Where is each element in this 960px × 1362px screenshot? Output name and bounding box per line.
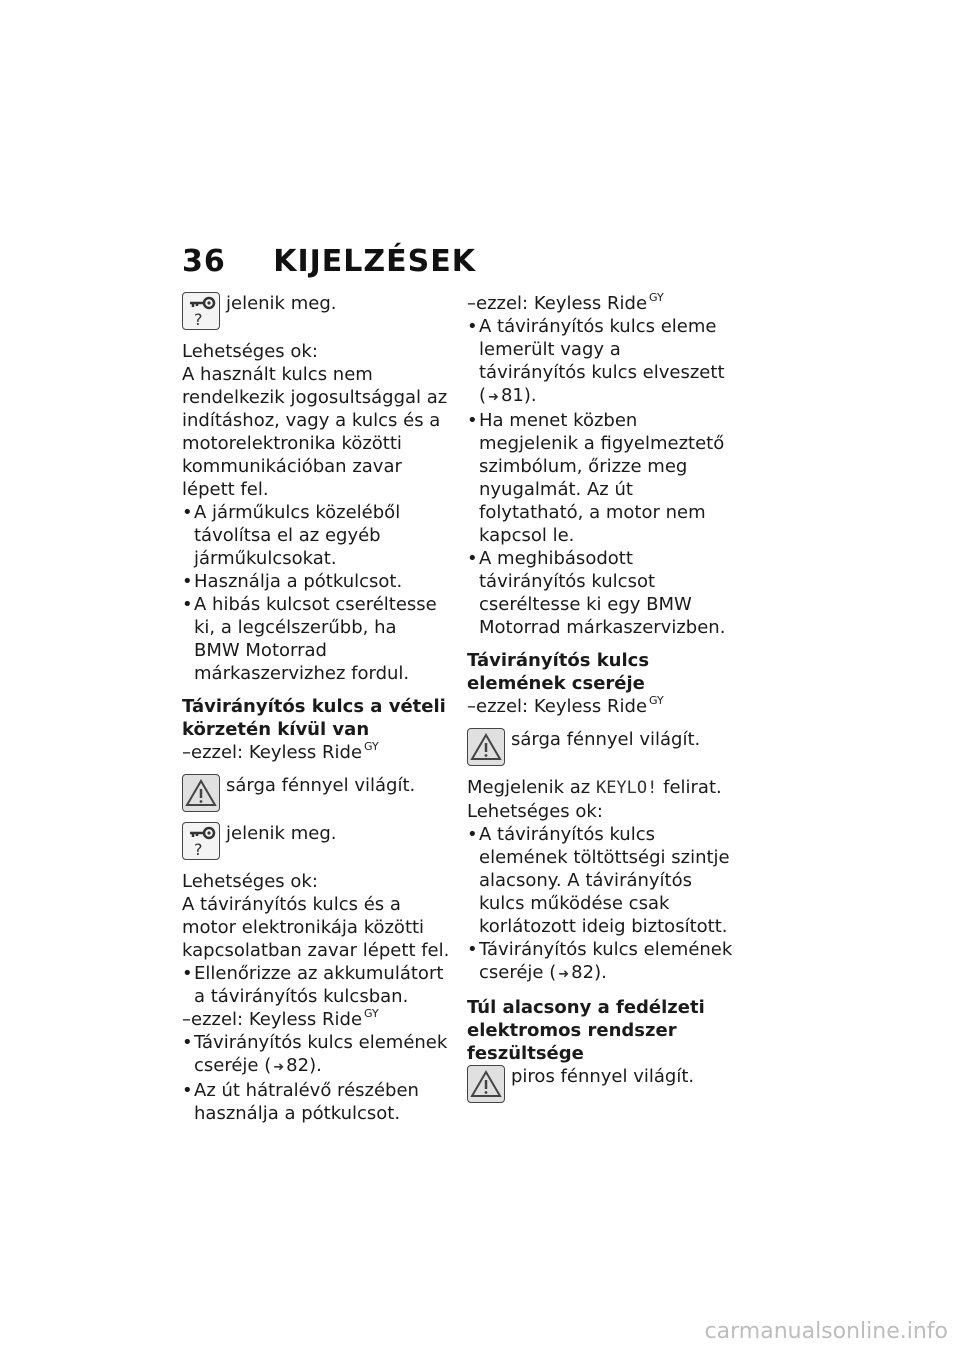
- list-item: • A járműkulcs közeléből távolítsa el az egyéb járműkulcsokat.: [182, 501, 450, 570]
- page-title: KIJELZÉSEK: [273, 244, 476, 279]
- key-question-icon: [182, 822, 220, 860]
- warning-triangle-icon: [467, 1065, 505, 1103]
- context-line: –ezzel: Keyless Ride $^{GY}$: [182, 740, 379, 763]
- cause-label: Lehetséges ok:: [182, 871, 318, 892]
- section-heading-battery: Távirányítós kulcs elemének cseréje: [467, 650, 650, 694]
- key-message-text: jelenik meg.: [226, 823, 337, 844]
- context-line: –ezzel: Keyless Ride $^{GY}$: [467, 291, 664, 314]
- key-message-row: [182, 292, 450, 330]
- cause-text: A távirányítós kulcs és a motor elektronikája közötti kapcsolatban zavar lépett fel.: [182, 894, 450, 961]
- key-message-text: jelenik meg.: [226, 293, 337, 314]
- warning-triangle-icon: [182, 774, 220, 812]
- warning-message-text: sárga fénnyel világít.: [226, 775, 416, 796]
- page-reference[interactable]: 81: [500, 385, 524, 406]
- warning-message-row: [182, 774, 450, 812]
- list-item: • A távirányítós kulcs eleme lemerült vagy a távirányítós kulcs elveszett ( ➜ 81).: [467, 315, 733, 409]
- context-line: –ezzel: Keyless Ride $^{GY}$: [467, 694, 664, 717]
- display-message: Megjelenik az KEYLO! felirat.: [467, 777, 722, 798]
- cause-label: Lehetséges ok:: [467, 801, 603, 822]
- page-header: [182, 244, 476, 279]
- context-line: –ezzel: Keyless Ride $^{GY}$: [182, 1007, 379, 1030]
- svg-text:?: ?: [194, 310, 203, 328]
- watermark: carmanualsonline.info: [704, 1319, 948, 1344]
- list-item: • Ha menet közben megjelenik a figyelmeztető szimbólum, őrizze meg nyugalmát. Az út folytatható, a motor nem kapcsol le.: [467, 409, 733, 547]
- list-item: • Távirányítós kulcs elemének cseréje ( ➜ 82).: [467, 938, 733, 986]
- cause-text: A használt kulcs nem rendelkezik jogosultsággal az indításhoz, vagy a kulcs és a motorelektronika közötti kommunikációban zavar lépett fel.: [182, 364, 448, 500]
- display-code: KEYLO!: [595, 778, 658, 798]
- list-item: • Az út hátralévő részében használja a pótkulcsot.: [182, 1079, 450, 1125]
- list-item: • A meghibásodott távirányítós kulcsot cseréltesse ki egy BMW Motorrad márkaszervizben.: [467, 547, 733, 639]
- warning-message-row: [467, 728, 733, 766]
- key-message-row: [182, 822, 450, 860]
- page-number: 36: [182, 244, 226, 279]
- svg-text:?: ?: [194, 840, 203, 858]
- cause-label: Lehetséges ok:: [182, 341, 318, 362]
- left-column: [182, 292, 450, 1125]
- arrow-right-icon: ➜: [488, 390, 499, 405]
- section-heading-range: Távirányítós kulcs a vételi körzetén kívül van: [182, 696, 446, 740]
- warning-triangle-icon: [467, 728, 505, 766]
- page-reference[interactable]: 82: [286, 1055, 310, 1076]
- page-reference[interactable]: 82: [571, 962, 595, 983]
- section-heading-voltage: Túl alacsony a fedélzeti elektromos rendszer feszültsége: [467, 997, 705, 1064]
- list-item: • Távirányítós kulcs elemének cseréje ( ➜ 82).: [182, 1031, 450, 1079]
- list-item: • Használja a pótkulcsot.: [182, 570, 450, 593]
- warning-message-text: sárga fénnyel világít.: [511, 729, 701, 750]
- warning-message-row: [467, 1065, 733, 1103]
- arrow-right-icon: ➜: [558, 967, 570, 982]
- warning-message-text: piros fénnyel világít.: [511, 1066, 695, 1087]
- key-question-icon: [182, 292, 220, 330]
- list-item: • Ellenőrizze az akkumulátort a távirányítós kulcsban.: [182, 962, 450, 1008]
- list-item: • A távirányítós kulcs elemének töltöttségi szintje alacsony. A távirányítós kulcs működése csak korlátozott ideig biztosított.: [467, 823, 733, 938]
- arrow-right-icon: ➜: [273, 1060, 285, 1075]
- right-column: [467, 292, 733, 1103]
- list-item: • A hibás kulcsot cseréltesse ki, a legcélszerűbb, ha BMW Motorrad márkaszervizhez fordul.: [182, 593, 450, 685]
